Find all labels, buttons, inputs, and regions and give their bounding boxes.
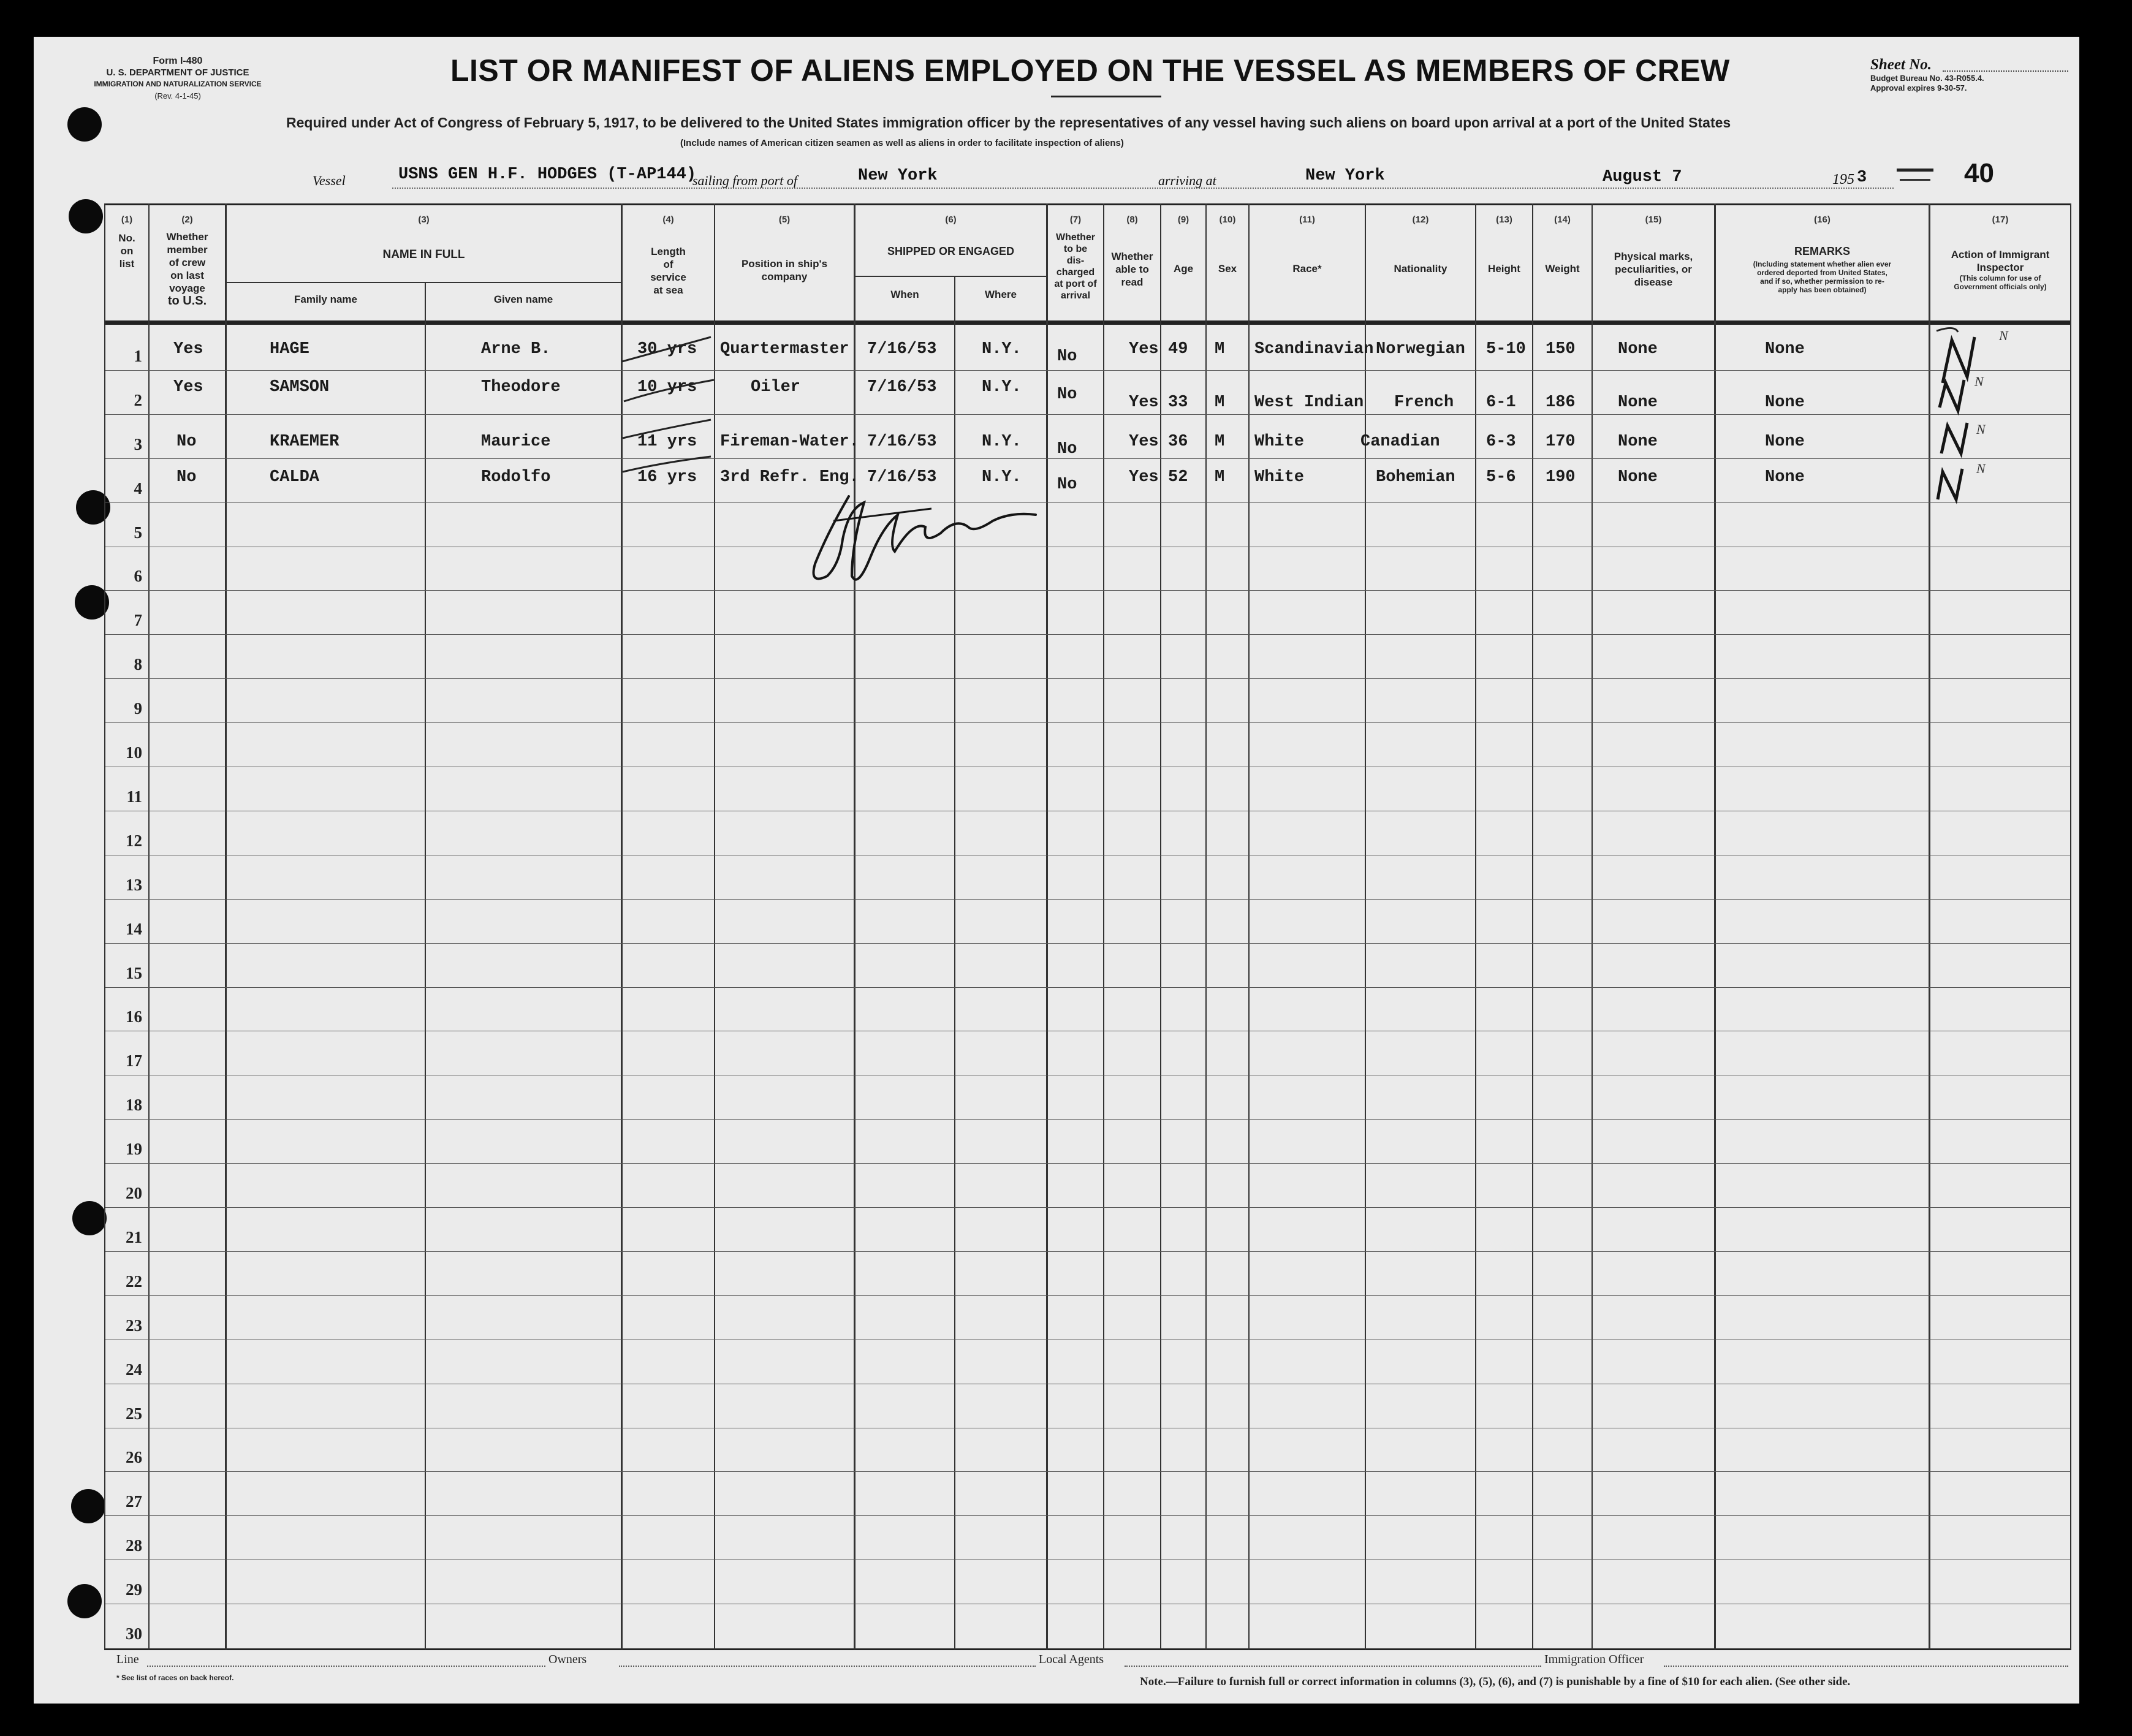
crew-where: N.Y. [982,340,1022,358]
col-10-header: Sex [1218,263,1237,275]
col-2-line: on last [170,270,204,281]
strike-mark [623,457,711,472]
crew-weight: 150 [1546,340,1576,358]
year-suffix: 3 [1857,169,1867,187]
col-7-line: to be [1063,244,1088,254]
row-number: 11 [126,787,142,806]
crew-race: West Indian [1254,393,1364,412]
row-rule [105,722,2070,723]
col-14-number: (14) [1554,214,1571,225]
col-5-header [715,257,854,283]
footer-officer-blank [1664,1666,2068,1667]
table-top-border [104,203,2071,205]
col-5-line: Position in ship's [741,258,828,270]
strike-mark [623,420,711,438]
col-5-number: (5) [778,214,791,225]
form-subtitle: Required under Act of Congress of February 5, 1917, to be delivered to the United States immigration officer by the representatives of any vessel having such aliens on board upon arrival at a port of the United States [286,115,1731,131]
col-3-number: (3) [418,214,430,225]
crew-remarks: None [1765,468,1805,487]
sheet-number-line [1943,70,2068,72]
col-divider [954,276,955,1650]
footer-line-blank [147,1666,545,1667]
punch-hole [71,1489,105,1523]
crew-family: CALDA [270,468,320,487]
col-7-line: arrival [1060,290,1091,301]
year-prefix: 195 [1832,172,1854,188]
crew-discharged: No [1057,347,1077,366]
row-number: 10 [126,743,142,762]
col-7-line: dis- [1066,256,1085,266]
sheet-label: Sheet No. [1870,56,1932,73]
row-number: 29 [126,1580,142,1599]
crew-weight: 186 [1546,393,1576,412]
crew-sex: M [1215,468,1225,487]
col-1-number: (1) [121,214,133,225]
row-number: 28 [126,1536,142,1555]
col-divider [1532,203,1533,1650]
department: U. S. DEPARTMENT OF JUSTICE [106,67,249,78]
penalty-note: Note.—Failure to furnish full or correct information in columns (3), (5), (6), and (7) is punishable by a fine of $10 for each alien. (See other side. [1140,1675,1851,1688]
footer-owners-label: Owners [548,1653,587,1666]
punch-hole [67,1584,102,1618]
shipped-where-header: Where [985,289,1017,300]
col-6-number: (6) [945,214,957,225]
races-note: * See list of races on back hereof. [116,1673,234,1682]
crew-weight: 190 [1546,468,1576,487]
col-8-line: Whether [1111,251,1153,262]
row-number: 20 [126,1184,142,1202]
col-2-line: Whether [166,231,208,243]
col-2-line: to U.S. [167,294,207,308]
title-underline [1051,96,1161,97]
col-8-number: (8) [1126,214,1138,225]
check-mark [1937,328,1958,332]
crew-nationality: Canadian [1360,433,1440,451]
row-number: 2 [134,391,142,409]
given-name-header: Given name [493,294,553,305]
col-11-number: (11) [1299,214,1315,225]
col-6-header: SHIPPED OR ENGAGED [887,245,1015,257]
col-divider [148,203,150,1650]
col-1-line: on [120,245,134,257]
form-title: LIST OR MANIFEST OF ALIENS EMPLOYED ON THE VESSEL AS MEMBERS OF CREW [450,53,1730,88]
crew-remarks: None [1765,340,1805,358]
row-number: 16 [126,1007,142,1026]
col-7-number: (7) [1069,214,1082,225]
col-divider [1248,203,1250,1650]
col-2-line: of crew [169,257,206,268]
row-rule [105,987,2070,988]
row-number: 25 [126,1404,142,1423]
col-16-line: apply has been obtained) [1778,286,1867,294]
row-number: 18 [126,1096,142,1114]
inspector-action-3: N [1976,422,1986,437]
crew-when: 7/16/53 [867,340,937,358]
crew-race: Scandinavian [1254,340,1374,358]
row-rule [105,370,2070,371]
crew-when: 7/16/53 [867,378,937,396]
crew-family: SAMSON [270,378,330,396]
crew-height: 6-3 [1486,433,1516,451]
inspector-signature [791,484,1060,594]
col-15-header [1593,250,1714,289]
col-16-subheader [1716,260,1929,294]
budget-number: Budget Bureau No. 43-R055.4. [1870,74,1984,83]
crew-read: Yes [1129,433,1159,451]
row-number: 19 [126,1140,142,1158]
strike-mark [622,337,711,362]
row-rule [105,1515,2070,1516]
crew-marks: None [1618,468,1658,487]
row-rule [105,1207,2070,1208]
col-1-line: No. [118,232,135,244]
crew-age: 52 [1168,468,1188,487]
crew-remarks: None [1765,433,1805,451]
form-number: Form I-480 [153,56,203,66]
footer-agents-blank [1125,1666,1541,1667]
check-mark [1938,469,1962,499]
footer-owners-blank [619,1666,1036,1667]
crew-when: 7/16/53 [867,468,937,487]
row-number: 5 [134,523,142,542]
col-3-header: NAME IN FULL [382,248,465,261]
col-13-number: (13) [1496,214,1512,225]
row-number: 27 [126,1492,142,1510]
form-subnote: (Include names of American citizen seamen as well as aliens in order to facilitate inspection of aliens) [680,138,1124,148]
row-number: 22 [126,1272,142,1291]
crew-service: 11 yrs [637,433,697,451]
col-17-line: (This column for use of [1959,274,2041,282]
col-1-line: list [119,258,135,270]
col-divider [1475,203,1476,1650]
vessel-label: Vessel [313,173,346,188]
col-9-header: Age [1173,263,1194,275]
crew-weight: 170 [1546,433,1576,451]
crew-marks: None [1618,393,1658,412]
col-divider [1205,203,1207,1650]
crew-sex: M [1215,433,1225,451]
crew-height: 6-1 [1486,393,1516,412]
col-17-line: Action of Immigrant [1951,249,2050,260]
crew-sex: M [1215,393,1225,412]
table-header-bottom-border [104,320,2071,325]
crew-nationality: Norwegian [1376,340,1465,358]
crew-nationality: Bohemian [1376,468,1455,487]
signature-stroke [833,509,931,521]
crew-prev-voyage: No [176,433,197,451]
crew-service: 16 yrs [637,468,697,487]
row-number: 8 [134,655,142,673]
row-number: 9 [134,699,142,718]
footer-agents-label: Local Agents [1039,1653,1104,1666]
crew-where: N.Y. [982,433,1022,451]
col-2-line: member [167,244,208,256]
col-16-header: REMARKS [1794,245,1850,257]
sheet-number: 40 [1964,158,1994,188]
footer-line-label: Line [116,1653,139,1666]
check-mark [1940,380,1964,411]
crew-service: 10 yrs [637,378,697,396]
crew-given: Rodolfo [481,468,551,487]
row-rule [105,590,2070,591]
row-number: 4 [134,479,142,498]
service-name: IMMIGRATION AND NATURALIZATION SERVICE [94,80,262,88]
col-15-line: disease [1634,276,1673,288]
col-5-line: company [761,271,808,282]
row-rule [105,414,2070,415]
name-subheader-line [225,282,621,283]
check-mark [1941,423,1967,453]
col-8-line: read [1121,276,1144,288]
shipped-when-header: When [890,289,919,300]
arrival-date: August 7 [1603,168,1682,186]
col-4-line: at sea [653,284,683,296]
col-1-header [105,232,148,270]
col-7-header [1048,232,1103,301]
crew-discharged: No [1057,440,1077,458]
row-number: 21 [126,1228,142,1246]
row-number: 13 [126,876,142,894]
row-rule [105,899,2070,900]
col-16-line: and if so, whether permission to re- [1760,277,1884,286]
col-4-line: of [663,259,673,270]
col-13-header: Height [1488,263,1520,275]
row-number: 17 [126,1052,142,1070]
inspector-action-4: N [1976,461,1986,476]
form-info-block [92,55,264,102]
col-divider [1046,203,1048,1650]
crew-position: Quartermaster [720,340,849,358]
col-divider [1591,203,1593,1650]
inspector-action-marks [1930,325,2070,509]
col-7-line: at port of [1054,279,1097,289]
crew-discharged: No [1057,385,1077,404]
crew-height: 5-6 [1486,468,1516,487]
crew-position: Oiler [751,378,801,396]
row-number: 1 [134,347,142,365]
row-rule [105,1119,2070,1120]
arriving-label: arriving at [1158,173,1216,188]
sheet-block [1870,56,1984,93]
row-rule [105,458,2070,459]
row-rule [105,1163,2070,1164]
family-name-header: Family name [294,294,357,305]
approval-expiry: Approval expires 9-30-57. [1870,83,1967,93]
inspector-action-2: N [1975,374,1984,389]
table-right-border [2070,203,2071,1650]
row-rule [105,943,2070,944]
row-number: 14 [126,920,142,938]
row-rule [105,678,2070,679]
col-12-number: (12) [1412,214,1429,225]
col-16-number: (16) [1814,214,1830,225]
col-11-header: Race* [1292,263,1322,275]
col-divider [425,283,426,1650]
col-divider [1160,203,1161,1650]
punch-hole [69,199,103,233]
col-17-number: (17) [1992,214,2009,225]
col-2-number: (2) [181,214,193,225]
sailing-label: sailing from port of [692,173,797,188]
crew-marks: None [1618,433,1658,451]
col-4-line: service [650,271,686,283]
crew-given: Theodore [481,378,561,396]
col-2-line: voyage [169,282,205,294]
row-rule [105,634,2070,635]
col-2-header [150,230,225,308]
crew-service: 30 yrs [637,340,697,358]
col-14-header: Weight [1545,263,1580,275]
row-rule [105,1471,2070,1472]
row-number: 26 [126,1448,142,1466]
col-12-header: Nationality [1394,263,1447,275]
crew-given: Maurice [481,433,551,451]
vessel-line-underline [392,188,1894,189]
crew-position: Fireman-Water. [720,433,859,451]
crew-position: 3rd Refr. Eng. [720,468,859,487]
crew-race: White [1254,433,1305,451]
arriving-port: New York [1305,167,1385,185]
sailing-port: New York [858,167,938,185]
row-number: 7 [134,611,142,629]
row-number: 3 [134,435,142,453]
crew-family: KRAEMER [270,433,340,451]
footer-officer-label: Immigration Officer [1544,1653,1644,1666]
vessel-name: USNS GEN H.F. HODGES (T-AP144) [398,165,697,184]
crew-remarks: None [1765,393,1805,412]
col-4-header [623,245,714,297]
crew-family: HAGE [270,340,309,358]
crew-read: Yes [1129,393,1159,412]
col-7-line: Whether [1056,232,1095,243]
col-10-number: (10) [1219,214,1236,225]
crew-age: 36 [1168,433,1188,451]
col-divider [1714,203,1716,1650]
col-16-line: (Including statement whether alien ever [1753,260,1892,268]
col-17-line: Government officials only) [1954,282,2047,291]
col-divider [854,203,855,1650]
revision: (Rev. 4-1-45) [154,91,201,100]
punch-hole [67,107,102,142]
col-17-header [1930,248,2070,291]
row-number: 30 [126,1624,142,1643]
row-number: 6 [134,567,142,585]
col-9-number: (9) [1177,214,1189,225]
col-divider [1365,203,1366,1650]
crew-prev-voyage: No [176,468,197,487]
row-rule [105,1295,2070,1296]
col-17-line: Inspector [1976,262,2024,273]
crew-height: 5-10 [1486,340,1526,358]
row-rule [105,502,2070,503]
col-15-line: peculiarities, or [1615,263,1692,275]
table-bottom-border [104,1648,2071,1650]
strike-mark [624,380,714,401]
sheet-dash-mark [1897,169,1933,172]
crew-race: White [1254,468,1305,487]
row-number: 23 [126,1316,142,1335]
col-7-line: charged [1056,267,1095,278]
crew-read: Yes [1129,468,1159,487]
col-16-line: ordered deported from United States, [1757,268,1887,277]
col-15-number: (15) [1645,214,1662,225]
crew-prev-voyage: Yes [173,340,203,358]
row-rule [105,1251,2070,1252]
crew-age: 49 [1168,340,1188,358]
crew-where: N.Y. [982,378,1022,396]
row-number: 12 [126,832,142,850]
col-8-line: able to [1115,263,1149,275]
punch-hole [72,1201,107,1235]
crew-when: 7/16/53 [867,433,937,451]
check-mark [1943,337,1975,383]
col-4-number: (4) [662,214,674,225]
crew-nationality: French [1394,393,1454,412]
crew-sex: M [1215,340,1225,358]
crew-age: 33 [1168,393,1188,412]
col-15-line: Physical marks, [1614,251,1693,262]
service-strike-marks [619,331,723,496]
col-8-header [1104,250,1160,289]
crew-prev-voyage: Yes [173,378,203,396]
crew-where: N.Y. [982,468,1022,487]
col-divider [1103,203,1104,1650]
crew-discharged: No [1057,476,1077,494]
sheet-dash-mark [1900,179,1930,181]
col-divider [225,203,227,1650]
inspector-action-1: N [1999,328,2008,343]
row-number: 24 [126,1360,142,1379]
shipped-subheader-line [854,276,1046,277]
crew-given: Arne B. [481,340,551,358]
row-number: 15 [126,964,142,982]
crew-read: Yes [1129,340,1159,358]
col-4-line: Length [651,246,686,257]
crew-marks: None [1618,340,1658,358]
